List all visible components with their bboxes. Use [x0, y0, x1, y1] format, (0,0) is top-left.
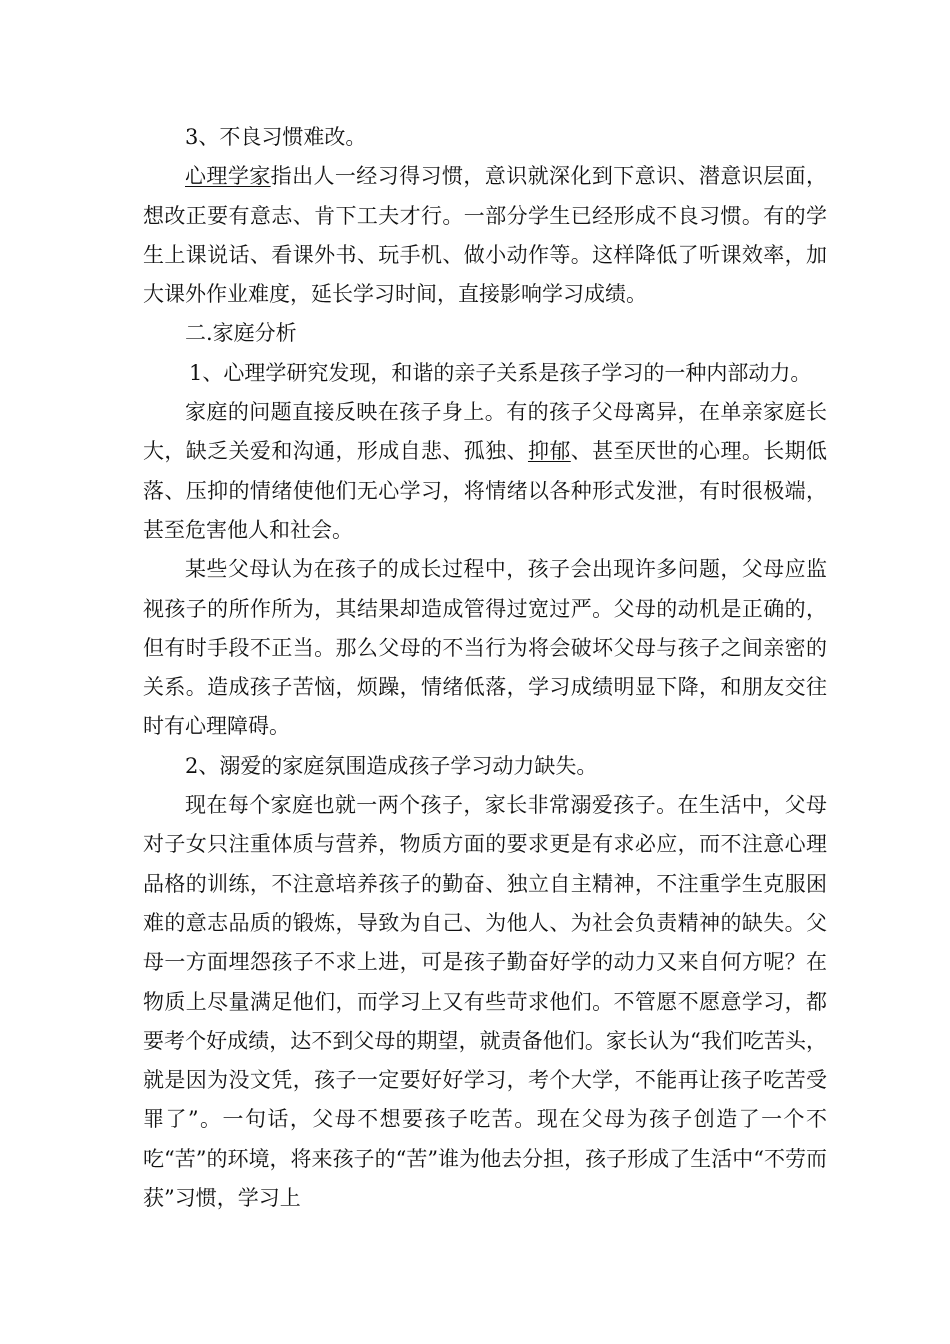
section-family-analysis-text: 二.家庭分析 — [185, 321, 297, 346]
item-parent-child-relationship-text: 1、心理学研究发现，和谐的亲子关系是孩子学习的一种内部动力。 — [189, 360, 812, 385]
paragraph-strict-parents-text: 某些父母认为在孩子的成长过程中，孩子会出现许多问题，父母应监视孩子的所作所为，其结果却造成管得过宽过严。父母的动机是正确的，但有时手段不正当。那么父母的不当行为将会破坏父母与孩子之间亲密的关系。造成孩子苦恼，烦躁，情绪低落，学习成绩明显下降，和朋友交往时有心理障碍。 — [143, 557, 827, 739]
link-depression[interactable]: 抑郁 — [527, 439, 571, 464]
item-spoiling-atmosphere — [143, 747, 827, 786]
paragraph-family-problems-text-a: 家庭的问题直接反映在孩子身上。有的孩子父母离异，在单亲家庭长大，缺乏关爱和沟通，形成自悲、孤独、 — [143, 400, 827, 464]
paragraph-family-problems — [143, 393, 827, 550]
item-spoiling-atmosphere-text: 2、溺爱的家庭氛围造成孩子学习动力缺失。 — [185, 753, 598, 778]
heading-bad-habits — [143, 118, 827, 157]
paragraph-habits-text: 指出人一经习得习惯，意识就深化到下意识、潜意识层面，想改正要有意志、肯下工夫才行。一部分学生已经形成不良习惯。有的学生上课说话、看课外书、玩手机、做小动作等。这样降低了听课效率，加大课外作业难度，延长学习时间，直接影响学习成绩。 — [143, 164, 827, 307]
link-psychologist[interactable]: 心理学家 — [185, 164, 271, 189]
section-family-analysis — [143, 314, 827, 353]
paragraph-strict-parents — [143, 550, 827, 746]
paragraph-spoiling — [143, 786, 827, 1218]
paragraph-habits — [143, 157, 827, 314]
heading-bad-habits-text: 3、不良习惯难改。 — [185, 125, 367, 149]
paragraph-family-problems-text-b: 、甚至厌世的心理。长期低落、压抑的情绪使他们无心学习，将情绪以各种形式发泄，有时很极端，甚至危害他人和社会。 — [143, 439, 828, 542]
item-parent-child-relationship — [143, 354, 827, 393]
document-body — [143, 118, 827, 1218]
paragraph-spoiling-text: 现在每个家庭也就一两个孩子，家长非常溺爱孩子。在生活中，父母对子女只注重体质与营养，物质方面的要求更是有求必应，而不注意心理品格的训练，不注意培养孩子的勤奋、独立自主精神，不注重学生克服困难的意志品质的锻炼，导致为自己、为他人、为社会负责精神的缺失。父母一方面埋怨孩子不求上进，可是孩子勤奋好学的动力又来自何方呢？在物质上尽量满足他们，而学习上又有些苛求他们。不管愿不愿意学习，都要考个好成绩，达不到父母的期望，就责备他们。家长认为“我们吃苦头，就是因为没文凭，孩子一定要好好学习，考个大学，不能再让孩子吃苦受罪了”。一句话，父母不想要孩子吃苦。现在父母为孩子创造了一个不吃“苦”的环境，将来孩子的“苦”谁为他去分担，孩子形成了生活中“不劳而获”习惯，学习上 — [143, 793, 827, 1211]
